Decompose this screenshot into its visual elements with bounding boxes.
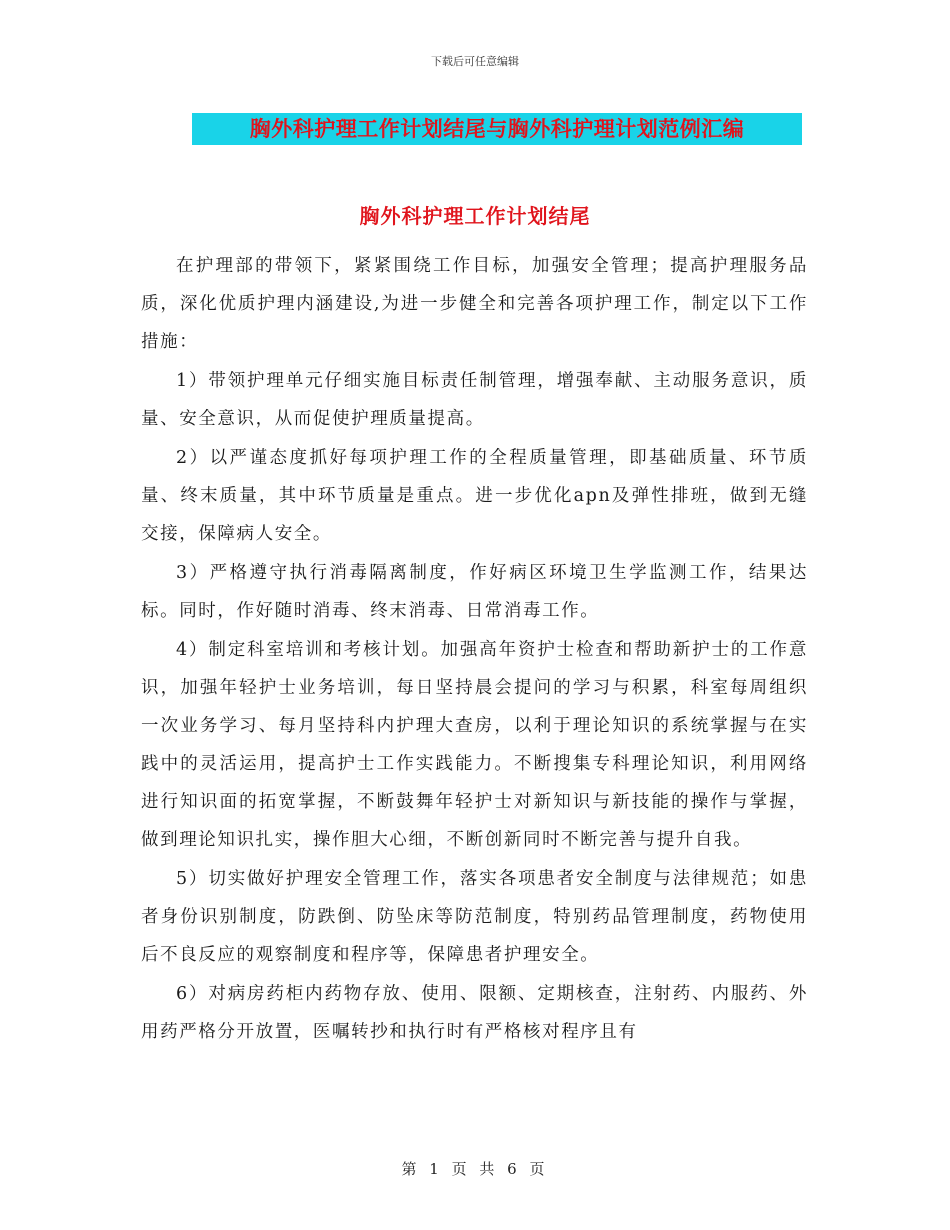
paragraph-item-5: 5）切实做好护理安全管理工作，落实各项患者安全制度与法律规范；如患者身份识别制度，防跌倒、防坠床等防范制度，特别药品管理制度，药物使用后不良反应的观察制度和程序等，保障患者护理安全。 [141, 869, 808, 965]
paragraph-item-6: 6）对病房药柜内药物存放、使用、限额、定期核查，注射药、内服药、外用药严格分开放置，医嘱转抄和执行时有严格核对程序且有 [141, 984, 808, 1042]
section-title: 胸外科护理工作计划结尾 [359, 204, 591, 228]
page-footer: 第 1 页 共 6 页 [401, 1160, 549, 1178]
paragraph-intro: 在护理部的带领下，紧紧围绕工作目标，加强安全管理；提高护理服务品质，深化优质护理内涵建设,为进一步健全和完善各项护理工作，制定以下工作措施： [141, 256, 808, 352]
paragraph-item-1: 1）带领护理单元仔细实施目标责任制管理，增强奉献、主动服务意识，质量、安全意识，从而促使护理质量提高。 [141, 371, 808, 429]
paragraph-item-2: 2）以严谨态度抓好每项护理工作的全程质量管理，即基础质量、环节质量、终末质量，其中环节质量是重点。进一步优化apn及弹性排班，做到无缝交接，保障病人安全。 [141, 448, 808, 544]
header-note: 下载后可任意编辑 [431, 55, 519, 68]
document-title: 胸外科护理工作计划结尾与胸外科护理计划范例汇编 [192, 113, 802, 145]
paragraph-item-3: 3）严格遵守执行消毒隔离制度，作好病区环境卫生学监测工作，结果达标。同时，作好随时消毒、终末消毒、日常消毒工作。 [141, 563, 808, 621]
paragraph-item-4: 4）制定科室培训和考核计划。加强高年资护士检查和帮助新护士的工作意识，加强年轻护士业务培训，每日坚持晨会提问的学习与积累，科室每周组织一次业务学习、每月坚持科内护理大查房，以利于理论知识的系统掌握与在实践中的灵活运用，提高护士工作实践能力。不断搜集专科理论知识，利用网络进行知识面的拓宽掌握，不断鼓舞年轻护士对新知识与新技能的操作与掌握，做到理论知识扎实，操作胆大心细，不断创新同时不断完善与提升自我。 [141, 640, 808, 850]
document-body [141, 247, 808, 1052]
